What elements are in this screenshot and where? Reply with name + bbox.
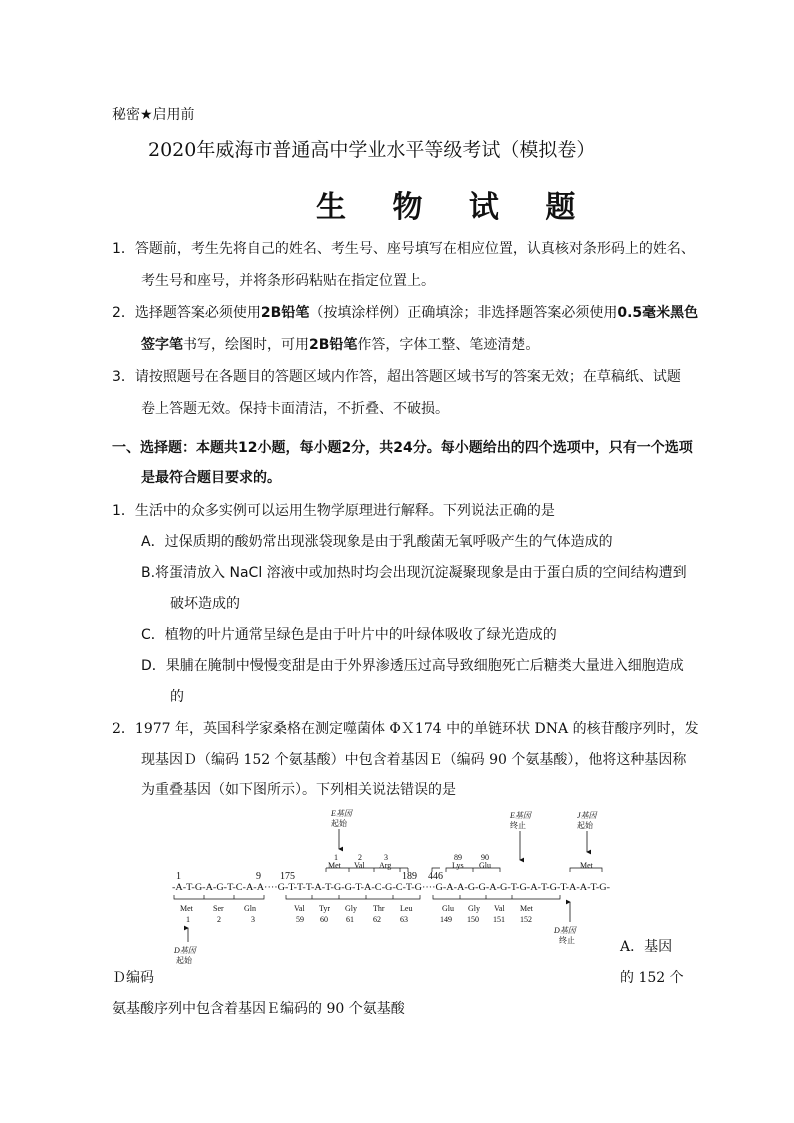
section-heading: 一、选择题：本题共12小题，每小题2分，共24分。每小题给出的四个选项中，只有一个选项 [112,440,693,456]
note-number: 3． [112,369,135,385]
top-aa-num: 1 [334,853,338,862]
question-2-option-a-cont: Ｄ编码 [112,970,154,986]
bottom-aa-name: Tyr [319,904,330,913]
bottom-aa-num: 2 [217,915,221,924]
bottom-aa-name: Thr [373,904,385,913]
question-2-option-a-cont2: 的 152 个 [620,970,684,986]
note-2 [112,302,698,322]
bottom-aa-num: 59 [296,915,304,924]
bottom-aa-num: 60 [320,915,328,924]
note-1 [112,238,695,258]
question-1-option-d: D．果脯在腌制中慢慢变甜是由于外界渗透压过高导致细胞死亡后糖类大量进入细胞造成 [141,658,684,674]
question-1-stem: 1．生活中的众多实例可以运用生物学原理进行解释。下列说法正确的是 [112,503,555,519]
bottom-aa-num: 152 [520,915,532,924]
note-3 [112,366,681,386]
note-text: 请按照题号在各题目的答题区域内作答，超出答题区域书写的答案无效；在草稿纸、试题 [134,369,681,385]
note-number: 1． [112,241,135,257]
bottom-aa-name: Leu [400,904,413,913]
note-text: （按填涂样例）正确填涂；非选择题答案必须使用 [309,305,618,321]
j-start-label: J基因 [577,811,597,820]
note-2-cont [141,334,539,354]
top-aa-name: Val [354,861,365,870]
position-number: 175 [280,871,295,882]
note-text: 答题前，考生先将自己的姓名、考生号、座号填写在相应位置，认真核对条形码上的姓名、 [134,241,695,257]
note-emphasis: 签字笔 [141,337,183,353]
top-aa-name: Glu [479,861,491,870]
top-aa-num: 2 [358,853,362,862]
dna-sequence: -A-T-G-A-G-T-C-A-A····G-T-T-T-A-T-G-G-T-A-C-G-C-T-G····G-A-A-G-G-A-G-T-G-A-T-G-T-A-A-T-G- [172,882,610,892]
j-start-label-2: 起始 [577,821,593,830]
top-aa-name: Met [328,861,341,870]
question-2-option-a: A．基因 [620,939,673,955]
note-3-cont: 卷上答题无效。保持卡面清洁，不折叠、不破损。 [141,401,449,417]
question-1-option-c: C．植物的叶片通常呈绿色是由于叶片中的叶绿体吸收了绿光造成的 [141,627,557,643]
exam-title: 2020年威海市普通高中学业水平等级考试（模拟卷） [148,139,596,161]
note-emphasis: 2B铅笔 [260,305,310,321]
d-start-label: D基因 [174,946,196,955]
e-stop-label: E基因 [510,811,531,820]
bottom-aa-name: Glu [442,904,454,913]
question-1-option-b-cont: 破坏造成的 [170,596,240,612]
bottom-aa-num: 149 [440,915,452,924]
bottom-aa-name: Val [494,904,505,913]
question-2-stem: 2．1977 年，英国科学家桑格在测定噬菌体 ΦＸ174 中的单链环状 DNA 的核苷酸序列时，发 [112,721,699,737]
bottom-aa-name: Met [520,904,533,913]
position-number: 1 [176,871,181,882]
bottom-aa-name: Val [294,904,305,913]
note-text: 作答，字体工整、笔迹清楚。 [357,337,540,353]
e-stop-label-2: 终止 [510,821,526,830]
question-1-option-a: A．过保质期的酸奶常出现涨袋现象是由于乳酸菌无氧呼吸产生的气体造成的 [141,534,613,550]
top-aa-name: Arg [379,861,392,870]
bottom-aa-num: 150 [467,915,479,924]
bottom-aa-name: Gln [244,904,256,913]
d-start-label-2: 起始 [176,956,192,965]
note-text: 书写，绘图时，可用 [183,337,309,353]
question-2-option-a-cont3: 氨基酸序列中包含着基因Ｅ编码的 90 个氨基酸 [112,1001,405,1017]
top-aa-num: 3 [384,853,388,862]
d-stop-label: D基因 [554,926,576,935]
question-1-option-d-cont: 的 [170,689,184,705]
e-start-label-2: 起始 [331,819,347,828]
bottom-aa-name: Met [180,904,193,913]
note-number: 2． [112,305,135,321]
top-aa-num: 89 [454,853,462,862]
top-aa-name: Met [580,861,593,870]
position-number: 446 [428,871,443,882]
question-2-stem-cont: 现基因Ｄ（编码 152 个氨基酸）中包含着基因Ｅ（编码 90 个氨基酸），他将这种基因称 [141,752,687,768]
position-number: 189 [402,871,417,882]
section-heading-cont: 是最符合题目要求的。 [141,470,281,486]
bottom-aa-num: 61 [346,915,354,924]
bottom-aa-name: Gly [468,904,480,913]
position-number: 9 [256,871,261,882]
bottom-aa-num: 151 [493,915,505,924]
subject-title: 生 物 试 题 [316,190,594,225]
bottom-aa-num: 3 [251,915,255,924]
question-1-option-b: B.将蛋清放入 NaCl 溶液中或加热时均会出现沉淀凝聚现象是由于蛋白质的空间结构遭到 [141,565,687,581]
e-start-label: E基因 [331,809,352,818]
bottom-aa-num: 63 [400,915,408,924]
top-aa-num: 90 [481,853,489,862]
top-aa-name: Lys [452,861,464,870]
d-stop-label-2: 终止 [559,936,575,945]
note-text: 选择题答案必须使用 [134,305,261,321]
bottom-aa-name: Ser [213,904,224,913]
bottom-aa-num: 1 [186,915,190,924]
note-emphasis: 2B铅笔 [309,337,358,353]
note-emphasis: 0.5毫米黑色 [617,305,699,321]
bottom-aa-num: 62 [373,915,381,924]
bottom-aa-name: Gly [345,904,357,913]
note-1-cont: 考生号和座号，并将条形码粘贴在指定位置上。 [141,273,435,289]
confidential-mark: 秘密★启用前 [112,107,195,123]
question-2-stem-cont2: 为重叠基因（如下图所示）。下列相关说法错误的是 [141,782,456,798]
overlapping-gene-diagram [150,802,630,967]
